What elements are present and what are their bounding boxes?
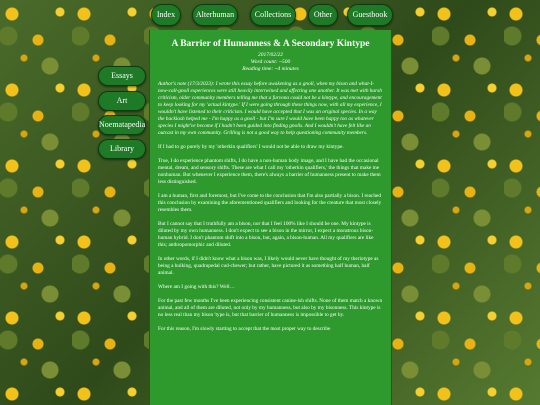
paragraph-5: In other words, if I didn't know what a bison was, I likely would never have thought of my theriotype as being a hulking, quadrupedal cud-chewer; but rather, have pictured it as something half human, half animal.: [158, 256, 379, 276]
page-title: A Barrier of Humanness & A Secondary Kintype: [171, 39, 370, 49]
paragraph-7: For the past few months I've been experiencing consistent canine-ish shifts. None of them match a known animal, and all of them are diluted, not only by my humanness, but also by my bisonness. This kintype is no less real than my bison 'type is, but that barrier of humanness is impossible to get by.: [158, 298, 383, 318]
reading-time: Reading time: ~4 minutes: [242, 66, 299, 72]
nav-guestbook-button[interactable]: Guestbook: [347, 4, 393, 26]
side-art-button[interactable]: Art: [98, 91, 146, 111]
paragraph-1: If I had to go purely by my 'otherkin qualifiers' I would not be able to draw my kintype.: [158, 144, 344, 150]
nav-collections-button[interactable]: Collections: [250, 4, 296, 26]
paragraph-4: But I cannot say that I truthfully am a bison, nor that I feel 100% like I should be one. My kintype is diluted by my own humanness. I don't expect to see a bison in the mirror, I expect a monstrous bison-human hybrid. I don't phantom shift into a bison, but, again, a bison-human. All my qualifiers are like this; anthropomorphic and diluted.: [158, 221, 374, 248]
paragraph-2: True, I do experience phantom shifts, I do have a non-human body image, and I have had the occasional mental, dream, and sensory shifts. These are what I call my 'otherkin qualifiers,' the things that make me nonhuman. But whenever I experience them, there's always a barrier of humanness present to make them less distinguished.: [158, 158, 381, 185]
nav-other-button[interactable]: Other: [308, 4, 338, 26]
paragraph-6: Where am I going with this? Well…: [158, 284, 235, 290]
author-note: Author's note (17/3/2023): I wrote this essay before awakening as a gnoll, when my bison and what-I-now-call-gnoll experiences were still heavily intertwined and affecting one another. It was met with harsh criticism, older community members telling me that a furvona could not be a kintype, and encouragement to keep looking for my 'actual kintype.' If I were going through these things now, with all my experience, I wouldn't have listened to their criticism. I would have accepted that I was an original species. In a way the backlash helped me - I'm happy as a gnoll - but I'm sure I would have been happy too as whatever species I might've become if I hadn't been guided into finding gnolls. And I wouldn't have felt like an outcast in my own community. Grilling is not a good way to help questioning community members.: [158, 81, 382, 136]
side-essays-button[interactable]: Essays: [98, 66, 146, 86]
article-date: 2017/02/22: [257, 52, 284, 58]
side-library-button[interactable]: Library: [98, 139, 146, 159]
top-navigation: [151, 4, 391, 26]
nav-index-button[interactable]: Index: [151, 4, 181, 26]
article-panel: [149, 30, 392, 405]
paragraph-8: For this reason, I'm slowly starting to accept that the most proper way to describe: [158, 326, 331, 332]
side-noematapedia-button[interactable]: Noematapedia: [98, 115, 146, 135]
paragraph-3: I am a human, first and foremost, but I've come to the conclusion that I'm also partially a bison. I reached this conclusion by examining the aforementioned qualifiers and looking for the creature that most closely resembles them.: [158, 193, 382, 213]
nav-alterhuman-button[interactable]: Alterhuman: [192, 4, 238, 26]
word-count: Word count: ~500: [250, 59, 291, 65]
